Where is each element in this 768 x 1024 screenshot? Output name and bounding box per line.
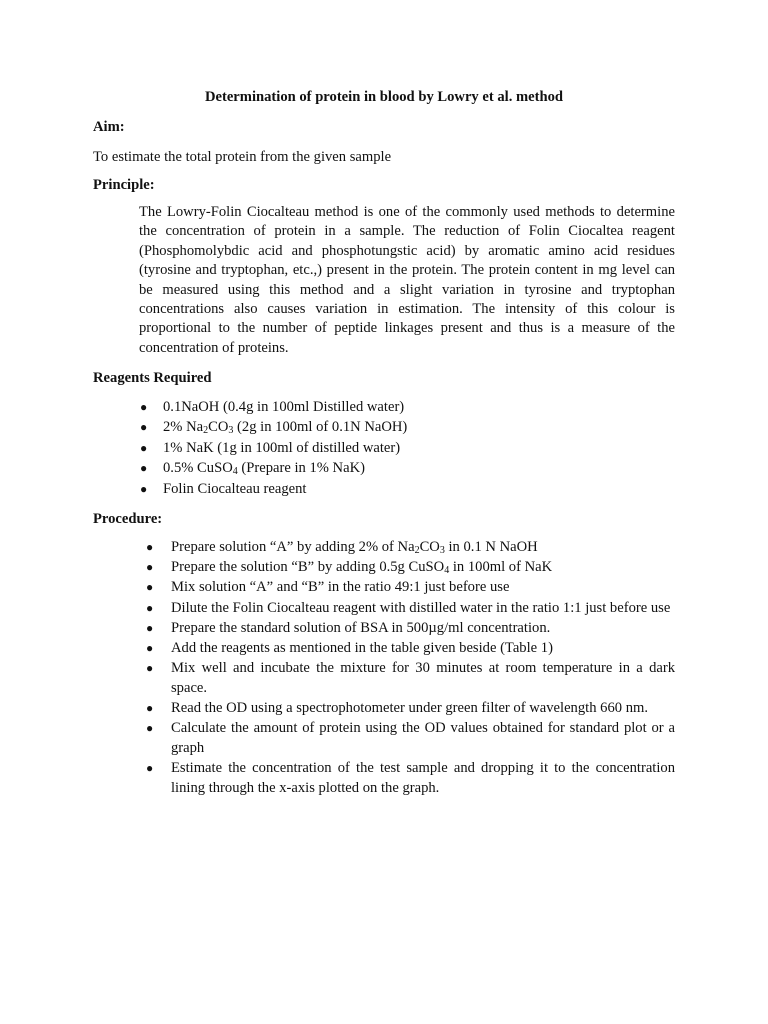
item-text: Add the reagents as mentioned in the table given beside (Table 1) (171, 640, 553, 657)
bullet-icon: ● (146, 620, 154, 635)
procedure-step (146, 558, 675, 578)
item-text: CO (208, 419, 229, 436)
procedure-list (146, 538, 675, 799)
bullet-icon: ● (146, 560, 154, 575)
item-text: Calculate the amount of protein using the OD values obtained for standard plot or a graph (171, 720, 675, 757)
item-text: (2g in 100ml of 0.1N NaOH) (233, 419, 408, 436)
subscript-text: 2 (414, 545, 420, 556)
procedure-heading: Procedure: (93, 511, 163, 527)
reagent-item (139, 458, 407, 478)
document-title: Determination of protein in blood by Lowry et al. method (204, 89, 564, 105)
bullet-icon: ● (146, 641, 154, 656)
item-text: Prepare solution “A” by adding 2% of Na (171, 539, 415, 555)
item-text: Mix well and incubate the mixture for 30 minutes at room temperature in a dark space. (171, 660, 675, 696)
item-text: 2% Na (163, 419, 204, 436)
procedure-step (146, 578, 675, 598)
item-text: 0.1NaOH (0.4g in 100ml Distilled water) (163, 399, 405, 415)
aim-heading: Aim: (93, 119, 125, 135)
subscript-text: 4 (232, 466, 238, 478)
item-text: in 100ml of NaK (449, 559, 553, 576)
subscript-text: 3 (439, 545, 445, 556)
reagent-item (139, 397, 407, 417)
item-text: Folin Ciocalteau reagent (163, 480, 307, 497)
item-text: (Prepare in 1% NaK) (237, 460, 365, 477)
item-text: Estimate the concentration of the test sample and dropping it to the concentration lining through the x-axis plotted on the graph. (171, 760, 675, 796)
reagent-item (139, 417, 407, 437)
subscript-text: 3 (228, 425, 234, 437)
item-text: Read the OD using a spectrophotometer under green filter of wavelength 660 nm. (171, 700, 648, 717)
procedure-step (146, 619, 675, 639)
bullet-icon: ● (140, 440, 148, 455)
bullet-icon: ● (146, 721, 154, 736)
procedure-step (146, 538, 675, 558)
principle-heading: Principle: (93, 177, 155, 193)
subscript-text: 2 (203, 425, 209, 437)
procedure-step (146, 599, 675, 619)
item-text: in 0.1 N NaOH (444, 539, 538, 555)
item-text: Dilute the Folin Ciocalteau reagent with distilled water in the ratio 1:1 just before use (171, 599, 671, 616)
procedure-step (146, 759, 675, 798)
item-text: CO (419, 539, 440, 555)
subscript-text: 4 (444, 565, 450, 577)
item-text: Prepare the solution “B” by adding 0.5g CuSO (171, 559, 445, 576)
reagents-list (139, 397, 407, 499)
principle-paragraph: The Lowry-Folin Ciocalteau method is one of the commonly used methods to determine the concentration of protein in a sample. The reduction of Folin Ciocaltea reagent (Phosphomolybdic acid and phosphotungstic acid) by aromatic amino acid residues (tyrosine and tryptophan, etc.,) present in the protein. The protein content in mg level can be measured using this method and a slight variation in tyrosine and tryptophan concentrations also causes variation in estimation. The intensity of this colour is proportional to the number of peptide linkages present and thus is a measure of the concentration of proteins. (139, 204, 675, 356)
reagent-item (139, 479, 407, 499)
item-text: Prepare the standard solution of BSA in 500µg/ml concentration. (171, 619, 551, 636)
procedure-step (146, 699, 675, 719)
bullet-icon: ● (146, 701, 154, 716)
item-text: 1% NaK (1g in 100ml of distilled water) (163, 439, 401, 456)
reagents-heading: Reagents Required (93, 370, 212, 386)
aim-text: To estimate the total protein from the given sample (93, 149, 392, 165)
bullet-icon: ● (146, 761, 154, 776)
bullet-icon: ● (140, 400, 148, 414)
bullet-icon: ● (140, 461, 148, 476)
bullet-icon: ● (146, 661, 154, 676)
item-text: Mix solution “A” and “B” in the ratio 49:1 just before use (171, 579, 510, 596)
bullet-icon: ● (140, 481, 148, 496)
bullet-icon: ● (146, 600, 154, 615)
procedure-step (146, 639, 675, 659)
bullet-icon: ● (140, 420, 148, 435)
procedure-step (146, 719, 675, 758)
bullet-icon: ● (146, 580, 154, 595)
reagent-item (139, 438, 407, 458)
item-text: 0.5% CuSO (163, 460, 233, 477)
procedure-step (146, 659, 675, 698)
bullet-icon: ● (146, 540, 154, 554)
